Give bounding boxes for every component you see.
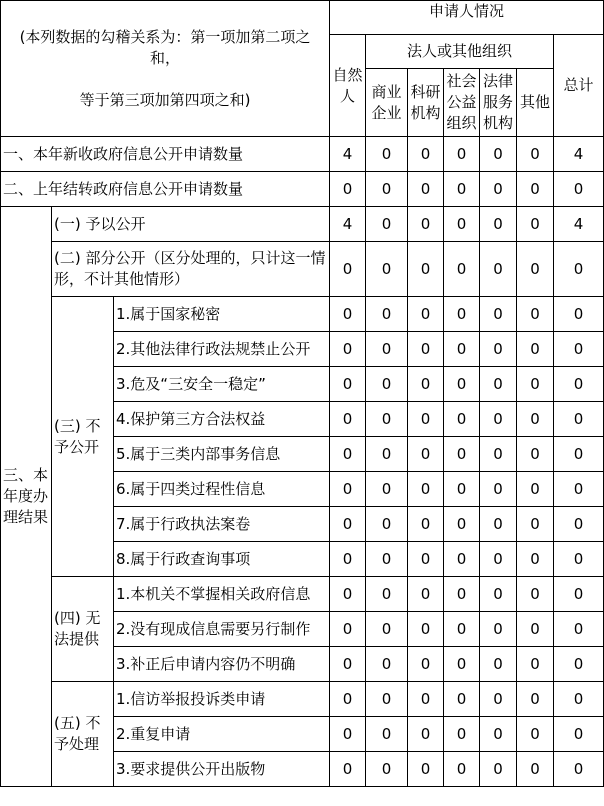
value-cell-total: 0: [554, 402, 604, 437]
table-row: [1, 297, 604, 332]
value-cell-other: 0: [517, 682, 554, 717]
value-cell-other: 0: [517, 137, 554, 172]
value-cell-legal-service-agency: 0: [480, 437, 517, 472]
value-cell-public-welfare-org: 0: [444, 507, 480, 542]
value-cell-total: 0: [554, 332, 604, 367]
value-cell-research-institution: 0: [408, 437, 444, 472]
research-institution-header: 科研机构: [408, 69, 444, 137]
value-cell-other: 0: [517, 207, 554, 242]
value-cell-legal-service-agency: 0: [480, 242, 517, 297]
value-cell-commercial-enterprise: 0: [366, 137, 408, 172]
value-cell-public-welfare-org: 0: [444, 332, 480, 367]
value-cell-legal-service-agency: 0: [480, 542, 517, 577]
value-cell-commercial-enterprise: 0: [366, 437, 408, 472]
value-cell-natural-person: 4: [330, 207, 366, 242]
value-cell-commercial-enterprise: 0: [366, 367, 408, 402]
value-cell-natural-person: 0: [330, 507, 366, 542]
value-cell-research-institution: 0: [408, 297, 444, 332]
value-cell-public-welfare-org: 0: [444, 437, 480, 472]
value-cell-research-institution: 0: [408, 647, 444, 682]
value-cell-other: 0: [517, 472, 554, 507]
value-cell-other: 0: [517, 242, 554, 297]
legal-or-other-orgs-header: 法人或其他组织: [366, 35, 554, 69]
value-cell-natural-person: 0: [330, 612, 366, 647]
value-cell-legal-service-agency: 0: [480, 647, 517, 682]
value-cell-natural-person: 4: [330, 137, 366, 172]
section-partial-open-label: (二) 部分公开（区分处理的，只计这一情形，不计其他情形）: [52, 242, 330, 297]
table-row: [1, 172, 604, 207]
value-cell-research-institution: 0: [408, 612, 444, 647]
table-row: [1, 137, 604, 172]
row-label: 2.其他法律行政法规禁止公开: [114, 332, 330, 367]
value-cell-total: 0: [554, 647, 604, 682]
value-cell-total: 0: [554, 612, 604, 647]
applicant-info-header: 申请人情况: [330, 1, 604, 35]
row-label: 1.属于国家秘密: [114, 297, 330, 332]
value-cell-total: 0: [554, 242, 604, 297]
table-row: [1, 207, 604, 242]
value-cell-research-institution: 0: [408, 682, 444, 717]
value-cell-public-welfare-org: 0: [444, 612, 480, 647]
value-cell-other: 0: [517, 717, 554, 752]
value-cell-research-institution: 0: [408, 752, 444, 787]
value-cell-public-welfare-org: 0: [444, 297, 480, 332]
value-cell-total: 0: [554, 297, 604, 332]
table-row: [1, 577, 604, 612]
value-cell-public-welfare-org: 0: [444, 717, 480, 752]
row-label: 8.属于行政查询事项: [114, 542, 330, 577]
header-note-line-1: (本列数据的勾稽关系为：第一项加第二项之: [19, 27, 311, 46]
value-cell-natural-person: 0: [330, 647, 366, 682]
value-cell-natural-person: 0: [330, 332, 366, 367]
value-cell-commercial-enterprise: 0: [366, 682, 408, 717]
row-label: 3.补正后申请内容仍不明确: [114, 647, 330, 682]
section-not-open-label: (三) 不予公开: [52, 297, 114, 577]
value-cell-public-welfare-org: 0: [444, 647, 480, 682]
value-cell-other: 0: [517, 297, 554, 332]
value-cell-commercial-enterprise: 0: [366, 542, 408, 577]
value-cell-public-welfare-org: 0: [444, 682, 480, 717]
row-label: 7.属于行政执法案卷: [114, 507, 330, 542]
value-cell-other: 0: [517, 507, 554, 542]
value-cell-natural-person: 0: [330, 437, 366, 472]
value-cell-other: 0: [517, 647, 554, 682]
value-cell-legal-service-agency: 0: [480, 577, 517, 612]
value-cell-commercial-enterprise: 0: [366, 577, 408, 612]
row-label: 3.危及“三安全一稳定”: [114, 367, 330, 402]
section-not-processed-label: (五) 不予处理: [52, 682, 114, 787]
value-cell-commercial-enterprise: 0: [366, 297, 408, 332]
value-cell-public-welfare-org: 0: [444, 752, 480, 787]
value-cell-other: 0: [517, 752, 554, 787]
section-open-label: (一) 予以公开: [52, 207, 330, 242]
table-row: [1, 682, 604, 717]
other-header: 其他: [517, 69, 554, 137]
value-cell-total: 0: [554, 172, 604, 207]
row-label: 2.没有现成信息需要另行制作: [114, 612, 330, 647]
value-cell-other: 0: [517, 542, 554, 577]
value-cell-natural-person: 0: [330, 752, 366, 787]
value-cell-natural-person: 0: [330, 682, 366, 717]
header-note: [1, 1, 330, 137]
value-cell-legal-service-agency: 0: [480, 612, 517, 647]
value-cell-legal-service-agency: 0: [480, 137, 517, 172]
value-cell-legal-service-agency: 0: [480, 717, 517, 752]
value-cell-commercial-enterprise: 0: [366, 402, 408, 437]
value-cell-commercial-enterprise: 0: [366, 647, 408, 682]
row-label: 1.本机关不掌握相关政府信息: [114, 577, 330, 612]
value-cell-natural-person: 0: [330, 577, 366, 612]
legal-service-agency-header: 法律服务机构: [480, 69, 517, 137]
header-note-line-2: 和，: [150, 48, 181, 67]
row-label: 一、本年新收政府信息公开申请数量: [1, 137, 330, 172]
value-cell-public-welfare-org: 0: [444, 542, 480, 577]
value-cell-public-welfare-org: 0: [444, 577, 480, 612]
value-cell-public-welfare-org: 0: [444, 172, 480, 207]
value-cell-legal-service-agency: 0: [480, 472, 517, 507]
value-cell-research-institution: 0: [408, 542, 444, 577]
value-cell-commercial-enterprise: 0: [366, 242, 408, 297]
value-cell-total: 0: [554, 682, 604, 717]
value-cell-research-institution: 0: [408, 717, 444, 752]
value-cell-other: 0: [517, 332, 554, 367]
row-label: 3.要求提供公开出版物: [114, 752, 330, 787]
value-cell-natural-person: 0: [330, 172, 366, 207]
value-cell-legal-service-agency: 0: [480, 172, 517, 207]
value-cell-other: 0: [517, 577, 554, 612]
value-cell-natural-person: 0: [330, 402, 366, 437]
value-cell-legal-service-agency: 0: [480, 332, 517, 367]
row-label: 4.保护第三方合法权益: [114, 402, 330, 437]
value-cell-research-institution: 0: [408, 172, 444, 207]
value-cell-natural-person: 0: [330, 717, 366, 752]
section-results-label: 三、本年度办理结果: [1, 207, 52, 787]
natural-person-header: 自然人: [330, 35, 366, 137]
value-cell-total: 0: [554, 542, 604, 577]
value-cell-legal-service-agency: 0: [480, 752, 517, 787]
value-cell-total: 0: [554, 437, 604, 472]
table-row: [1, 242, 604, 297]
value-cell-other: 0: [517, 402, 554, 437]
value-cell-research-institution: 0: [408, 472, 444, 507]
value-cell-commercial-enterprise: 0: [366, 207, 408, 242]
value-cell-total: 4: [554, 207, 604, 242]
value-cell-other: 0: [517, 612, 554, 647]
value-cell-research-institution: 0: [408, 207, 444, 242]
value-cell-research-institution: 0: [408, 577, 444, 612]
value-cell-commercial-enterprise: 0: [366, 612, 408, 647]
value-cell-research-institution: 0: [408, 367, 444, 402]
value-cell-research-institution: 0: [408, 507, 444, 542]
value-cell-total: 0: [554, 752, 604, 787]
value-cell-legal-service-agency: 0: [480, 207, 517, 242]
value-cell-natural-person: 0: [330, 297, 366, 332]
value-cell-public-welfare-org: 0: [444, 472, 480, 507]
value-cell-research-institution: 0: [408, 137, 444, 172]
value-cell-legal-service-agency: 0: [480, 297, 517, 332]
value-cell-legal-service-agency: 0: [480, 682, 517, 717]
value-cell-natural-person: 0: [330, 542, 366, 577]
public-welfare-org-header: 社会公益组织: [444, 69, 480, 137]
value-cell-commercial-enterprise: 0: [366, 472, 408, 507]
value-cell-natural-person: 0: [330, 367, 366, 402]
value-cell-research-institution: 0: [408, 402, 444, 437]
row-label: 5.属于三类内部事务信息: [114, 437, 330, 472]
value-cell-commercial-enterprise: 0: [366, 332, 408, 367]
row-label: 6.属于四类过程性信息: [114, 472, 330, 507]
row-label: 二、上年结转政府信息公开申请数量: [1, 172, 330, 207]
value-cell-total: 0: [554, 472, 604, 507]
value-cell-total: 4: [554, 137, 604, 172]
header-note-line-3: 等于第三项加第四项之和): [79, 90, 251, 109]
value-cell-total: 0: [554, 367, 604, 402]
value-cell-legal-service-agency: 0: [480, 367, 517, 402]
row-label: 2.重复申请: [114, 717, 330, 752]
value-cell-commercial-enterprise: 0: [366, 752, 408, 787]
value-cell-other: 0: [517, 437, 554, 472]
total-header: 总计: [554, 35, 604, 137]
value-cell-other: 0: [517, 172, 554, 207]
value-cell-legal-service-agency: 0: [480, 402, 517, 437]
value-cell-natural-person: 0: [330, 472, 366, 507]
row-label: 1.信访举报投诉类申请: [114, 682, 330, 717]
value-cell-public-welfare-org: 0: [444, 402, 480, 437]
value-cell-total: 0: [554, 577, 604, 612]
value-cell-total: 0: [554, 717, 604, 752]
value-cell-commercial-enterprise: 0: [366, 717, 408, 752]
value-cell-legal-service-agency: 0: [480, 507, 517, 542]
value-cell-public-welfare-org: 0: [444, 137, 480, 172]
value-cell-other: 0: [517, 367, 554, 402]
value-cell-natural-person: 0: [330, 242, 366, 297]
value-cell-research-institution: 0: [408, 332, 444, 367]
commercial-enterprise-header: 商业企业: [366, 69, 408, 137]
value-cell-public-welfare-org: 0: [444, 242, 480, 297]
value-cell-research-institution: 0: [408, 242, 444, 297]
value-cell-public-welfare-org: 0: [444, 367, 480, 402]
value-cell-public-welfare-org: 0: [444, 207, 480, 242]
value-cell-commercial-enterprise: 0: [366, 507, 408, 542]
value-cell-commercial-enterprise: 0: [366, 172, 408, 207]
value-cell-total: 0: [554, 507, 604, 542]
section-unable-label: (四) 无法提供: [52, 577, 114, 682]
